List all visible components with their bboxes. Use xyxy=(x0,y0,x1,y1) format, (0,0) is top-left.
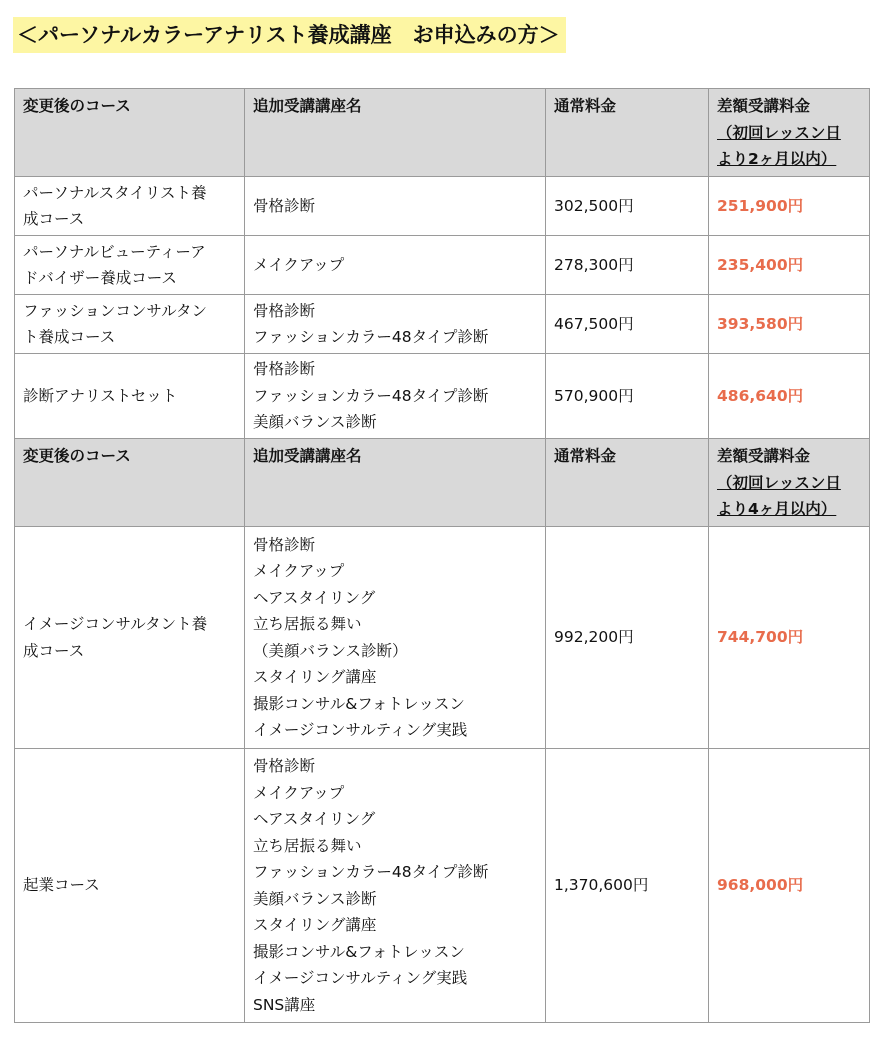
diff-price: 251,900円 xyxy=(709,177,870,236)
course-name xyxy=(15,295,245,354)
header-diff-note: より4ヶ月以内） xyxy=(717,500,837,518)
course-name-line: 起業コース xyxy=(23,876,100,895)
added-courses xyxy=(245,295,546,354)
added-course-item: メイクアップ xyxy=(253,562,345,580)
header-diff-note: より2ヶ月以内） xyxy=(717,150,837,168)
header-diff-label: 差額受講料金 xyxy=(717,97,811,115)
regular-price: 302,500円 xyxy=(546,177,709,236)
added-course-item: ヘアスタイリング xyxy=(253,588,376,607)
added-course-item: （美顔バランス診断） xyxy=(253,641,408,660)
diff-price: 968,000円 xyxy=(709,749,870,1023)
added-course-item: ファッションカラー48タイプ診断 xyxy=(253,386,489,405)
header-diff-label: 差額受講料金 xyxy=(717,447,811,465)
added-courses xyxy=(245,236,546,295)
added-courses xyxy=(245,749,546,1023)
added-course-item: 美顔バランス診断 xyxy=(253,889,377,908)
course-name-line: パーソナルビューティーア xyxy=(23,242,206,261)
added-course-item: スタイリング講座 xyxy=(253,916,377,934)
table-row xyxy=(15,527,870,749)
added-courses xyxy=(245,177,546,236)
course-name-line: ト養成コース xyxy=(23,328,116,346)
page-title: ＜パーソナルカラーアナリスト養成講座 お申込みの方＞ xyxy=(13,17,566,53)
course-name-line: ドバイザー養成コース xyxy=(23,269,177,287)
course-name-line: 診断アナリストセット xyxy=(23,386,178,405)
course-name xyxy=(15,354,245,439)
added-course-item: 立ち居振る舞い xyxy=(253,615,362,633)
added-course-item: 美顔バランス診断 xyxy=(253,413,377,432)
course-name-line: パーソナルスタイリスト養 xyxy=(23,183,207,202)
added-course-item: 骨格診断 xyxy=(253,535,316,554)
course-name xyxy=(15,177,245,236)
course-name xyxy=(15,527,245,749)
added-course-item: イメージコンサルティング実践 xyxy=(253,721,468,739)
table-row xyxy=(15,354,870,439)
added-course-item: 撮影コンサル&フォトレッスン xyxy=(253,942,465,961)
table-header-row xyxy=(15,439,870,527)
added-course-item: スタイリング講座 xyxy=(253,668,377,686)
course-name xyxy=(15,749,245,1023)
table-row xyxy=(15,749,870,1023)
regular-price: 278,300円 xyxy=(546,236,709,295)
regular-price: 1,370,600円 xyxy=(546,749,709,1023)
added-course-item: ファッションカラー48タイプ診断 xyxy=(253,863,489,881)
diff-price: 744,700円 xyxy=(709,527,870,749)
diff-price: 486,640円 xyxy=(709,354,870,439)
added-course-item: イメージコンサルティング実践 xyxy=(253,969,468,987)
added-course-item: メイクアップ xyxy=(253,783,345,802)
header-course: 変更後のコース xyxy=(15,439,245,527)
added-course-item: ファッションカラー48タイプ診断 xyxy=(253,328,489,346)
course-name-line: 成コース xyxy=(23,641,85,660)
added-course-item: SNS講座 xyxy=(253,995,316,1014)
added-courses xyxy=(245,527,546,749)
header-added-courses: 追加受講講座名 xyxy=(245,439,546,527)
header-added-courses: 追加受講講座名 xyxy=(245,89,546,177)
header-course: 変更後のコース xyxy=(15,89,245,177)
diff-price: 393,580円 xyxy=(709,295,870,354)
added-course-item: 骨格診断 xyxy=(253,301,316,320)
diff-price: 235,400円 xyxy=(709,236,870,295)
added-course-item: 骨格診断 xyxy=(253,360,316,379)
added-course-item: メイクアップ xyxy=(253,255,345,274)
table-row xyxy=(15,177,870,236)
table-row xyxy=(15,295,870,354)
added-course-item: ヘアスタイリング xyxy=(253,810,376,828)
regular-price: 570,900円 xyxy=(546,354,709,439)
header-diff-price xyxy=(709,89,870,177)
course-name-line: 成コース xyxy=(23,210,85,228)
header-diff-note: （初回レッスン日 xyxy=(717,473,841,492)
added-course-item: 立ち居振る舞い xyxy=(253,836,362,855)
added-course-item: 骨格診断 xyxy=(253,196,316,215)
added-course-item: 撮影コンサル&フォトレッスン xyxy=(253,694,465,713)
added-courses xyxy=(245,354,546,439)
header-regular-price: 通常料金 xyxy=(546,439,709,527)
course-name-line: ファッションコンサルタン xyxy=(23,301,207,320)
header-regular-price: 通常料金 xyxy=(546,89,709,177)
price-table xyxy=(14,88,870,1023)
table-header-row xyxy=(15,89,870,177)
regular-price: 467,500円 xyxy=(546,295,709,354)
course-name xyxy=(15,236,245,295)
course-name-line: イメージコンサルタント養 xyxy=(23,615,208,633)
header-diff-note: （初回レッスン日 xyxy=(717,123,841,142)
table-row xyxy=(15,236,870,295)
regular-price: 992,200円 xyxy=(546,527,709,749)
added-course-item: 骨格診断 xyxy=(253,757,316,775)
header-diff-price xyxy=(709,439,870,527)
